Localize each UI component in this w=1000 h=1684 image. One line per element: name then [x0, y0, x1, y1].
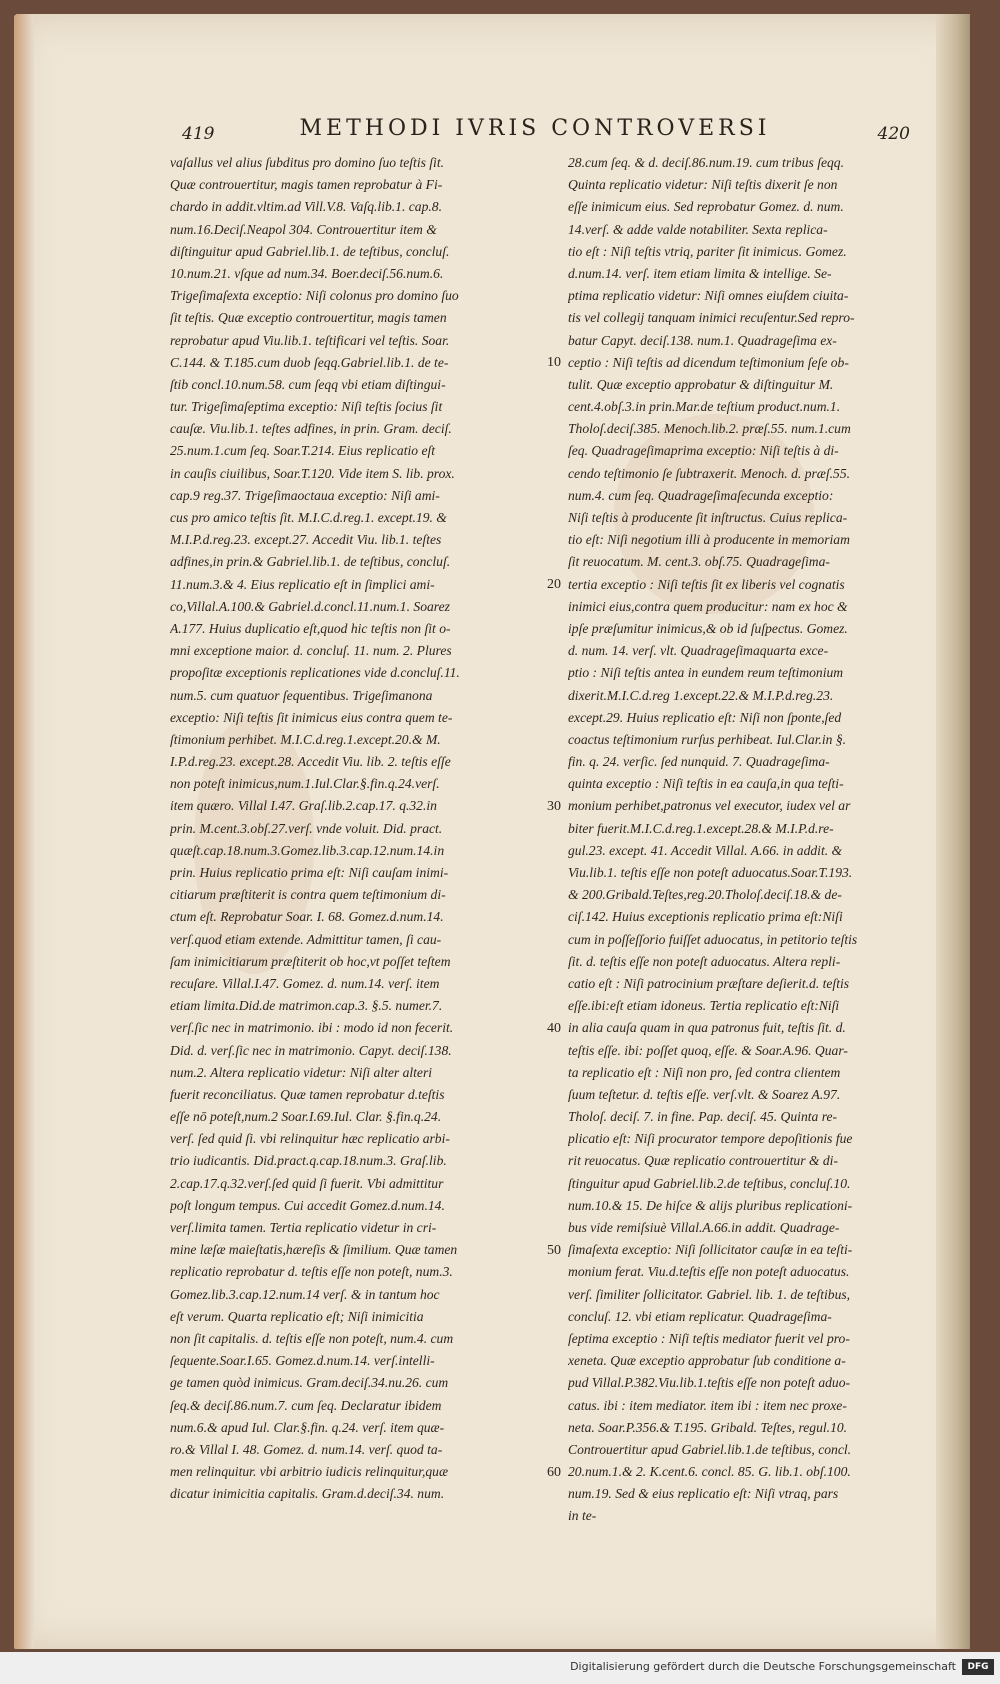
text-line: fin. q. 24. verſic. ſed nunquid. 7. Quadrageſima-	[568, 754, 830, 770]
text-line: ta replicatio eſt : Niſi non pro, ſed contra clientem	[568, 1064, 841, 1080]
text-line: Tholoſ.deciſ.385. Menoch.lib.2. præſ.55. num.1.cum	[568, 421, 851, 437]
text-line: num.16.Deciſ.Neapol 304. Controuertitur item &	[170, 221, 437, 237]
right-text-column	[568, 152, 928, 1528]
text-line: Quinta replicatio videtur: Niſi teſtis dixerit ſe non	[568, 177, 838, 193]
text-line: in alia cauſa quam in qua patronus fuit, teſtis ſit. d.	[568, 1020, 846, 1036]
text-line: rit reuocatus. Quæ replicatio controuertitur & di-	[568, 1153, 838, 1169]
text-line: except.29. Huius replicatio eſt: Niſi non ſponte,ſed	[568, 709, 842, 725]
text-line: ciſ.142. Huius exceptionis replicatio prima eſt:Niſi	[568, 909, 843, 925]
text-line: quinta exceptio : Niſi teſtis in ea cauſa,in qua teſti-	[568, 776, 844, 792]
text-line: Quæ controuertitur, magis tamen reprobatur à Fi-	[170, 177, 443, 193]
text-line: verſ. ſimiliter ſollicitator. Gabriel. lib. 1. de teſtibus,	[568, 1286, 851, 1302]
text-line: prin. M.cent.3.obſ.27.verſ. vnde voluit. Did. pract.	[170, 820, 443, 836]
text-line: adfines,in prin.& Gabriel.lib.1. de teſtibus, concluſ.	[170, 554, 451, 570]
text-line: eſſe inimicum eius. Sed reprobatur Gomez. d. num.	[568, 199, 844, 215]
text-line: ge tamen quòd inimicus. Gram.deciſ.34.nu.26. cum	[170, 1375, 449, 1391]
text-line: ipſe præſumitur inimicus,& ob id ſuſpectus. Gomez.	[568, 620, 848, 636]
dfg-logo: DFG	[962, 1659, 994, 1675]
text-line: 28.cum ſeq. & d. deciſ.86.num.19. cum tribus ſeqq.	[568, 155, 844, 170]
text-line: 25.num.1.cum ſeq. Soar.T.214. Eius replicatio eſt	[170, 443, 436, 459]
text-line: ſuum teſtetur. d. teſtis eſſe. verſ.vlt. & Soarez A.97.	[568, 1086, 841, 1102]
text-line: in cauſis ciuilibus, Soar.T.120. Vide item S. lib. prox.	[170, 465, 455, 481]
text-line: non ſit capitalis. d. teſtis eſſe non poteſt, num.4. cum	[170, 1330, 454, 1346]
text-line: Tholoſ. deciſ. 7. in fine. Pap. deciſ. 45. Quinta re-	[568, 1109, 838, 1125]
left-text-column	[170, 152, 530, 1505]
line-number: 40	[547, 1020, 561, 1036]
text-line: men relinquitur. vbi arbitrio iudicis relinquitur,quæ	[170, 1464, 449, 1480]
text-line: diſtinguitur apud Gabriel.lib.1. de teſtibus, concluſ.	[170, 243, 450, 259]
text-line: tio eſt: Niſi negotium illi à producente in memoriam	[568, 532, 850, 548]
text-line: quæſt.cap.18.num.3.Gomez.lib.3.cap.12.num.14.in	[170, 842, 445, 858]
text-line: neta. Soar.P.356.& T.195. Gribald. Teſtes, regul.10.	[568, 1419, 848, 1435]
text-line: num.10.& 15. De hiſce & alijs pluribus replicationi-	[568, 1197, 853, 1213]
text-line: item quæro. Villal I.47. Graſ.lib.2.cap.17. q.32.in	[170, 798, 437, 814]
text-line: pud Villal.P.382.Viu.lib.1.teſtis eſſe non poteſt aduo-	[568, 1375, 851, 1391]
text-line: recuſare. Villal.I.47. Gomez. d. num.14. verſ. item	[170, 975, 440, 991]
text-line: cauſæ. Viu.lib.1. teſtes adfines, in prin. Gram. deciſ.	[170, 421, 452, 437]
text-line: tur. Trigeſimaſeptima exceptio: Niſi teſtis ſocius ſit	[170, 399, 443, 415]
text-line: plicatio eſt: Niſi procurator tempore depoſitionis fue	[568, 1131, 853, 1147]
text-line: inimici eius,contra quem producitur: nam ex hoc &	[568, 598, 848, 614]
text-line: tis vel collegij tanquam inimici recuſentur.Sed repro-	[568, 310, 855, 326]
text-line: ſtimonium perhibet. M.I.C.d.reg.1.except.20.& M.	[170, 731, 441, 747]
text-line: ſit. d. teſtis eſſe non poteſt aduocatus. Altera repli-	[568, 953, 841, 969]
text-line: Viu.lib.1. teſtis eſſe non poteſt aduocatus.Soar.T.193.	[568, 865, 853, 880]
text-line: ſit reuocatum. M. cent.3. obſ.75. Quadrageſima-	[568, 554, 830, 570]
text-line: num.5. cum quatuor ſequentibus. Trigeſimanona	[170, 687, 433, 703]
text-line: prin. Huius replicatio prima eſt: Niſi cauſam inimi-	[170, 865, 449, 880]
text-line: mni exceptione maior. d. concluſ. 11. num. 2. Plures	[170, 643, 452, 659]
line-number: 30	[547, 798, 561, 814]
text-line: chardo in addit.vltim.ad Vill.V.8. Vaſq.lib.1. cap.8.	[170, 199, 442, 215]
text-line: A.177. Huius duplicatio eſt,quod hic teſtis non ſit o-	[170, 620, 451, 636]
text-line: poſt longum tempus. Cui accedit Gomez.d.num.14.	[170, 1197, 445, 1213]
text-line: etiam limita.Did.de matrimon.cap.3. §.5. numer.7.	[170, 998, 443, 1014]
text-line: citiarum præſtiterit is contra quem teſtimonium di-	[170, 887, 446, 903]
text-line: cus pro amico teſtis ſit. M.I.C.d.reg.1. except.19. &	[170, 510, 447, 525]
text-line: ro.& Villal I. 48. Gomez. d. num.14. verſ. quod ta-	[170, 1441, 443, 1457]
text-line: verſ.quod etiam extende. Admittitur tamen, ſi cau-	[170, 931, 442, 947]
text-line: co,Villal.A.100.& Gabriel.d.concl.11.num.1. Soarez	[170, 598, 450, 614]
text-line: ſtinguitur apud Gabriel.lib.2.de teſtibus, concluſ.10.	[568, 1175, 851, 1191]
text-line: eſt verum. Quarta replicatio eſt; Niſi inimicitia	[170, 1308, 424, 1324]
text-line: monium perhibet,patronus vel executor, iudex vel ar	[568, 798, 851, 814]
line-number: 10	[547, 354, 561, 370]
line-number: 60	[547, 1464, 561, 1480]
text-line: eſſe nō poteſt,num.2 Soar.I.69.Iul. Clar. §.fin.q.24.	[170, 1109, 442, 1125]
running-title: METHODI IVRIS CONTROVERSI	[299, 116, 771, 141]
text-line: cent.4.obſ.3.in prin.Mar.de teſtium product.num.1.	[568, 399, 841, 415]
text-line: xeneta. Quæ exceptio approbatur ſub conditione a-	[568, 1353, 846, 1369]
text-line: dicatur inimicitia capitalis. Gram.d.deciſ.34. num.	[170, 1486, 445, 1502]
text-line: tulit. Quæ exceptio approbatur & diſtinguitur M.	[568, 376, 834, 392]
text-line: ceptio : Niſi teſtis ad dicendum teſtimonium ſeſe ob-	[568, 354, 849, 370]
text-line: bus vide remiſsiuè Villal.A.66.in addit. Quadrage-	[568, 1220, 840, 1235]
text-line: 14.verſ. & adde valde notabiliter. Sexta replica-	[568, 221, 828, 237]
text-line: num.2. Altera replicatio videtur: Niſi alter alteri	[170, 1064, 433, 1080]
text-line: Trigeſimaſexta exceptio: Niſi colonus pro domino ſuo	[170, 288, 459, 304]
text-line: replicatio reprobatur d. teſtis eſſe non poteſt, num.3.	[170, 1264, 453, 1280]
text-line: num.6.& apud Iul. Clar.§.fin. q.24. verſ. item quæ-	[170, 1419, 445, 1435]
text-line: num.4. cum ſeq. Quadrageſimaſecunda exceptio:	[568, 487, 834, 503]
text-line: tertia exceptio : Niſi teſtis ſit ex liberis vel cognatis	[568, 576, 845, 592]
text-line: teſtis eſſe. ibi: poſſet quoq, eſſe. & Soar.A.96. Quar-	[568, 1042, 848, 1058]
text-line: ſeptima exceptio : Niſi teſtis mediator fuerit vel pro-	[568, 1330, 850, 1346]
text-line: reprobatur apud Viu.lib.1. teſtificari vel teſtis. Soar.	[170, 332, 450, 348]
text-line: batur Capyt. deciſ.138. num.1. Quadrageſima ex-	[568, 332, 837, 348]
text-line: verſ.limita tamen. Tertia replicatio videtur in cri-	[170, 1220, 437, 1235]
text-line: ſeq.& deciſ.86.num.7. cum ſeq. Declaratur ibidem	[170, 1397, 442, 1413]
text-line: Niſi teſtis à producente ſit inſtructus. Cuius replica-	[568, 510, 848, 525]
text-line: 11.num.3.& 4. Eius replicatio eſt in ſimplici ami-	[170, 576, 435, 592]
text-line: ctum eſt. Reprobatur Soar. I. 68. Gomez.d.num.14.	[170, 909, 444, 925]
text-line: ſequente.Soar.I.65. Gomez.d.num.14. verſ.intelli-	[170, 1353, 435, 1369]
text-line: 10.num.21. vſque ad num.34. Boer.deciſ.56.num.6.	[170, 265, 444, 281]
text-line: ſit teſtis. Quæ exceptio controuertitur, magis tamen	[170, 310, 447, 326]
text-line: ſeq. Quadrageſimaprima exceptio: Niſi teſtis à di-	[568, 443, 839, 459]
text-line: num.19. Sed & eius replicatio eſt: Niſi vtraq, pars	[568, 1486, 839, 1502]
text-line: ptima replicatio videtur: Niſi omnes eiuſdem ciuita-	[568, 288, 849, 304]
text-line: concluſ. 12. vbi etiam replicatur. Quadrageſima-	[568, 1308, 832, 1324]
text-line: catus. ibi : item mediator. item ibi : item nec proxe-	[568, 1397, 847, 1413]
text-line: cum in poſſeſſorio fuiſſet aduocatus, in petitorio teſtis	[568, 931, 858, 947]
text-line: fuerit reconciliatus. Quæ tamen reprobatur d.teſtis	[170, 1086, 445, 1102]
text-line: gul.23. except. 41. Accedit Villal. A.66. in addit. &	[568, 842, 843, 858]
text-line: tio eſt : Niſi teſtis vtriq, pariter ſit inimicus. Gomez.	[568, 243, 847, 259]
text-line: ſam inimicitiarum præſtiterit ob hoc,vt poſſet teſtem	[170, 953, 451, 969]
page-edge-left	[14, 14, 34, 1649]
text-line: trio iudicantis. Did.pract.q.cap.18.num.3. Graſ.lib.	[170, 1153, 447, 1169]
page-edge-right	[936, 14, 970, 1649]
text-line: ſtib concl.10.num.58. cum ſeqq vbi etiam diſtingui-	[170, 376, 446, 392]
line-number: 50	[547, 1242, 561, 1258]
line-number: 20	[547, 576, 561, 592]
text-line: monium ferat. Viu.d.teſtis eſſe non poteſt aduocatus.	[568, 1264, 850, 1280]
text-line: verſ. ſed quid ſi. vbi relinquitur hæc replicatio arbi-	[170, 1131, 450, 1147]
text-line: & 200.Gribald.Teſtes,reg.20.Tholoſ.deciſ.18.& de-	[568, 887, 842, 903]
text-line: 2.cap.17.q.32.verſ.ſed quid ſi fuerit. Vbi admittitur	[170, 1175, 444, 1191]
page-number-left: 419	[182, 124, 215, 144]
text-line: exceptio: Niſi teſtis ſit inimicus eius contra quem te-	[170, 709, 453, 725]
text-line: C.144. & T.185.cum duob ſeqq.Gabriel.lib.1. de te-	[170, 354, 449, 370]
text-line: cendo teſtimonio ſe ſubtraxerit. Menoch. d. præſ.55.	[568, 465, 851, 481]
funding-credit: Digitalisierung gefördert durch die Deutsche Forschungsgemeinschaft	[570, 1660, 956, 1673]
text-line: Gomez.lib.3.cap.12.num.14 verſ. & in tantum hoc	[170, 1286, 440, 1302]
text-line: verſ.ſic nec in matrimonio. ibi : modo id non fecerit.	[170, 1020, 454, 1036]
text-line: 20.num.1.& 2. K.cent.6. concl. 85. G. lib.1. obſ.100.	[568, 1464, 851, 1480]
text-line: Did. d. verſ.ſic nec in matrimonio. Capyt. deciſ.138.	[170, 1042, 452, 1058]
text-line: mine læſæ maieſtatis,hæreſis & ſimilium. Quæ tamen	[170, 1242, 458, 1258]
text-line: M.I.P.d.reg.23. except.27. Accedit Viu. lib.1. teſtes	[170, 532, 442, 548]
text-line: dixerit.M.I.C.d.reg 1.except.22.& M.I.P.d.reg.23.	[568, 687, 834, 703]
text-line: I.P.d.reg.23. except.28. Accedit Viu. lib. 2. teſtis eſſe	[170, 754, 451, 770]
text-line: in te-	[568, 1508, 597, 1524]
text-line: ſimaſexta exceptio: Niſi ſollicitator cauſæ in ea teſti-	[568, 1242, 853, 1258]
text-line: ptio : Niſi teſtis antea in eundem reum teſtimonium	[568, 665, 844, 681]
text-line: eſſe.ibi:eſt etiam idoneus. Tertia replicatio eſt:Niſi	[568, 998, 840, 1014]
text-line: Controuertitur apud Gabriel.lib.1.de teſtibus, concl.	[568, 1441, 852, 1457]
text-line: catio eſt : Niſi patrocinium præſtare deſierit.d. teſtis	[568, 975, 850, 991]
page-number-right: 420	[877, 124, 910, 144]
text-line: d. num. 14. verſ. vlt. Quadrageſimaquarta exce-	[568, 643, 829, 659]
text-line: cap.9 reg.37. Trigeſimaoctaua exceptio: Niſi ami-	[170, 487, 440, 503]
text-line: coactus teſtimonium rurſus perhibeat. Iul.Clar.in §.	[568, 731, 847, 747]
running-header	[170, 116, 910, 150]
footer-strip	[0, 1652, 1000, 1684]
text-line: non poteſt inimicus,num.1.Iul.Clar.§.fin.q.24.verſ.	[170, 776, 440, 792]
text-line: vaſallus vel alius ſubditus pro domino ſuo teſtis ſit.	[170, 155, 445, 170]
text-line: biter fuerit.M.I.C.d.reg.1.except.28.& M.I.P.d.re-	[568, 820, 834, 836]
text-line: d.num.14. verſ. item etiam limita & intellige. Se-	[568, 265, 832, 281]
text-line: propoſitæ exceptionis replicationes vide d.concluſ.11.	[170, 665, 460, 681]
